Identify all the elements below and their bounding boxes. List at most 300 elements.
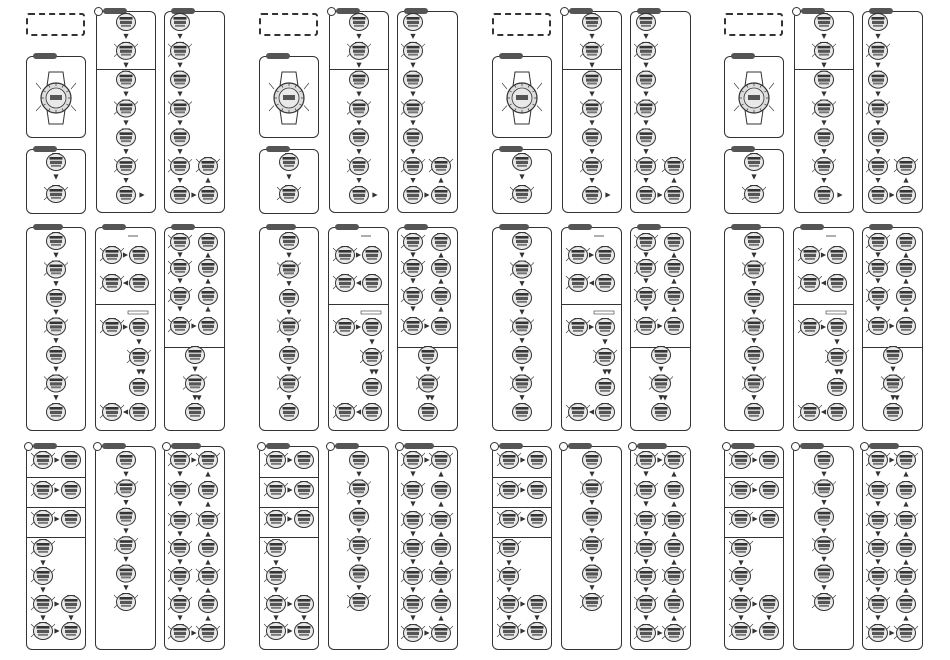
watch-screen-icon [729,596,753,613]
arrow-down-icon [40,560,45,565]
watch-screen-icon [634,318,658,335]
watch-screen-icon [199,187,218,204]
arrow-down-icon [589,557,594,562]
watch-screen-icon [742,186,766,203]
arrow-down-icon [286,310,291,315]
watch-screen-icon [100,275,124,292]
arrow-down-icon [643,149,648,154]
arrow-down-icon [53,281,58,286]
watch-screen-icon [130,275,149,292]
arrow-down-icon [177,501,182,506]
arrow-down-icon [875,559,880,564]
watch-screen-icon [583,508,602,525]
watch-screen-icon [130,319,149,336]
arrow-up-icon [903,559,908,564]
arrow-down-icon [589,149,594,154]
watch-screen-icon [363,247,382,264]
watch-screen-icon [634,234,658,251]
arrow-right-icon [191,192,196,197]
watch-screen-icon [897,596,916,613]
arrow-down-icon [875,178,880,183]
watch-screen-icon [583,565,602,582]
watch-screen-icon [665,482,684,499]
watch-screen-icon [295,452,314,469]
watch-screen-icon [419,404,438,421]
arrow-down-icon [506,615,511,620]
watch-screen-icon [432,260,451,277]
watch-screen-icon [897,260,916,277]
watch-screen-icon [634,452,658,469]
arrow-up-icon [671,587,676,592]
arrow-down-icon [643,278,648,283]
watch-screen-icon [662,512,686,529]
watch-screen-icon [277,375,301,392]
watch-screen-icon [760,596,779,613]
watch-screen-icon [729,568,753,585]
watch-screen-icon [528,511,547,528]
watch-screen-icon [186,347,205,364]
watch-screen-icon [897,540,916,557]
watch-screen-icon [513,154,532,171]
arrow-up-icon [205,306,210,311]
arrow-up-icon [671,531,676,536]
arrow-up-icon [438,177,443,182]
watch-screen-icon [634,260,658,277]
watch-screen-icon [634,625,658,642]
watch-screen-icon [815,565,834,582]
arrow-up-icon [205,559,210,564]
arrow-down-icon [410,178,415,183]
arrow-down-icon [410,531,415,536]
arrow-down-icon [53,253,58,258]
watch-screen-icon [350,565,369,582]
watch-screen-icon [798,247,822,264]
watch-screen-icon [333,247,357,264]
arrow-down-icon [123,178,128,183]
arrow-down-icon [589,528,594,533]
watch-screen-icon [196,512,220,529]
watch-screen-icon [510,261,534,278]
watch-screen-icon [171,187,190,204]
watch-screen-icon [401,625,425,642]
arrow-down-icon [410,252,415,257]
watch-screen-icon [114,42,138,59]
watch-screen-icon [866,158,890,175]
watch-screen-icon [869,14,888,31]
arrow-down-icon [519,310,524,315]
arrow-down-icon [643,91,648,96]
watch-screen-icon [665,540,684,557]
watch-screen-icon [884,347,903,364]
watch-screen-icon [31,623,55,640]
arrow-up-icon [438,531,443,536]
watch-screen-icon [894,568,918,585]
watch-screen-icon [347,480,371,497]
watch-screen-icon [47,404,66,421]
arrow-down-icon [519,338,524,343]
watch-screen-icon [168,234,192,251]
watch-screen-icon [429,625,453,642]
watch-screen-icon [580,537,604,554]
arrow-down-icon [273,615,278,620]
arrow-down-icon [177,120,182,125]
arrow-up-icon [205,278,210,283]
watch-screen-icon [729,452,753,469]
arrow-down-icon [177,34,182,39]
arrow-down-icon [123,585,128,590]
watch-screen-icon [513,404,532,421]
watch-screen-icon [44,261,68,278]
arrow-down-icon [286,174,291,179]
watch-screen-icon [277,261,301,278]
watch-screen-icon [745,347,764,364]
watch-screen-icon [280,290,299,307]
watch-screen-icon [869,71,888,88]
arrow-right-icon [520,601,525,606]
watch-screen-icon [637,129,656,146]
watch-screen-icon [866,568,890,585]
watch-screen-icon [634,568,658,585]
watch-screen-icon [583,187,602,204]
watch-screen-icon [897,234,916,251]
arrow-down-icon [738,560,743,565]
watch-screen-icon [894,625,918,642]
arrow-right-icon [54,628,59,633]
watch-screen-icon [580,594,604,611]
arrow-down-icon [40,615,45,620]
watch-screen-icon [363,319,382,336]
arrow-down-icon [875,587,880,592]
watch-screen-icon [114,537,138,554]
watch-screen-icon [866,452,890,469]
watch-screen-icon [183,375,207,392]
arrow-down-icon [875,278,880,283]
arrow-down-icon [766,615,771,620]
watch-screen-icon [866,540,890,557]
watch-screen-icon [363,379,382,396]
watch-screen-icon [894,158,918,175]
arrow-down-icon [356,120,361,125]
arrow-up-icon [438,559,443,564]
watch-screen-icon [350,508,369,525]
arrow-down-icon [356,63,361,68]
watch-screen-icon [566,275,590,292]
arrow-right-icon [424,323,429,328]
arrow-up-icon [671,177,676,182]
arrow-down-icon [643,501,648,506]
arrow-down-icon [177,91,182,96]
arrow-left-icon [821,280,826,285]
arrow-left-icon [589,409,594,414]
watch-screen-icon [634,596,658,613]
watch-screen-icon [44,318,68,335]
watch-screen-icon [350,14,369,31]
button-bar-icon [361,311,381,314]
arrow-down-icon [425,367,430,372]
watch-screen-icon [497,511,521,528]
watch-screen-icon [497,596,521,613]
watch-screen-icon [760,511,779,528]
arrow-right-icon [356,252,361,257]
watch-screen-icon [566,247,590,264]
watch-screen-icon [513,290,532,307]
watch-screen-icon [729,623,753,640]
watch-screen-icon [264,482,288,499]
arrow-up-icon [903,615,908,620]
watch-screen-icon [429,158,453,175]
watch-screen-icon [596,404,615,421]
arrow-right-icon [54,516,59,521]
watch-screen-icon [363,404,382,421]
watch-screen-icon [894,452,918,469]
watch-screen-icon [497,452,521,469]
arrow-down-icon [821,528,826,533]
arrow-down-icon [356,34,361,39]
arrow-right-icon [589,324,594,329]
watch-screen-icon [815,14,834,31]
watch-screen-icon [350,129,369,146]
watch-screen-icon [665,187,684,204]
watch-screen-icon [401,260,425,277]
watch-screen-icon [117,508,136,525]
arrow-up-icon [903,278,908,283]
arrow-right-icon [54,601,59,606]
arrow-down-icon [821,585,826,590]
arrow-right-icon [589,252,594,257]
watch-screen-icon [199,540,218,557]
watch-screen-icon [31,511,55,528]
watch-screen-icon [866,100,890,117]
arrow-down-icon [356,91,361,96]
watch-screen-icon [401,482,425,499]
arrow-right-icon [54,457,59,462]
arrow-down-icon [123,557,128,562]
arrow-right-icon [424,630,429,635]
watch-screen-icon [637,187,656,204]
arrow-down-icon [410,278,415,283]
watch-face-icon [502,72,542,124]
arrow-down-icon [136,339,141,344]
watch-screen-icon [62,482,81,499]
arrow-right-icon [520,457,525,462]
arrow-right-icon [123,324,128,329]
arrow-up-icon [671,471,676,476]
arrow-left-icon [356,409,361,414]
watch-screen-icon [404,129,423,146]
watch-screen-icon [729,540,753,557]
arrow-up-icon [671,306,676,311]
watch-screen-icon [199,482,218,499]
watch-screen-icon [662,625,686,642]
arrow-down-icon [875,34,880,39]
watch-screen-icon [742,375,766,392]
watch-screen-icon [130,247,149,264]
watch-screen-icon [828,247,847,264]
watch-screen-icon [44,375,68,392]
arrow-down-icon [53,338,58,343]
watch-screen-icon [510,186,534,203]
watch-screen-icon [47,233,66,250]
watch-screen-icon [401,540,425,557]
arrow-down-icon [643,587,648,592]
watch-screen-icon [171,71,190,88]
watch-screen-icon [347,594,371,611]
arrow-down-icon [53,367,58,372]
watch-screen-icon [31,568,55,585]
arrow-up-icon [438,252,443,257]
watch-screen-icon [497,623,521,640]
arrow-right-icon [657,457,662,462]
arrow-right-icon [287,487,292,492]
arrow-right-icon [372,192,377,197]
arrow-down-icon [273,587,278,592]
watch-face-icon [36,72,76,124]
arrow-down-icon [286,281,291,286]
arrow-down-icon [875,120,880,125]
watch-screen-icon [812,537,836,554]
watch-screen-icon [47,290,66,307]
arrow-down-icon [356,472,361,477]
watch-screen-icon [114,594,138,611]
watch-screen-icon [429,512,453,529]
watch-screen-icon [31,452,55,469]
watch-screen-icon [432,482,451,499]
watch-screen-icon [168,260,192,277]
watch-screen-icon [897,288,916,305]
arrow-down-icon [410,34,415,39]
watch-screen-icon [634,288,658,305]
watch-screen-icon [897,187,916,204]
watch-screen-icon [127,349,151,366]
arrow-up-icon [205,501,210,506]
watch-screen-icon [432,187,451,204]
arrow-down-icon [410,615,415,620]
arrow-down-icon [751,281,756,286]
arrow-down-icon [429,395,434,400]
watch-screen-icon [596,379,615,396]
arrow-up-icon [671,559,676,564]
watch-screen-icon [280,233,299,250]
watch-screen-icon [513,347,532,364]
arrow-down-icon [192,367,197,372]
arrow-down-icon [589,91,594,96]
arrow-down-icon [838,369,843,374]
watch-screen-icon [815,129,834,146]
watch-screen-icon [665,234,684,251]
watch-screen-icon [596,247,615,264]
watch-screen-icon [31,482,55,499]
watch-screen-icon [828,379,847,396]
watch-screen-icon [199,596,218,613]
watch-screen-icon [333,319,357,336]
watch-screen-icon [583,14,602,31]
arrow-right-icon [889,192,894,197]
arrow-down-icon [589,585,594,590]
watch-screen-icon [360,349,384,366]
arrow-down-icon [519,174,524,179]
watch-screen-icon [580,158,604,175]
arrow-down-icon [356,528,361,533]
watch-screen-icon [429,452,453,469]
arrow-down-icon [875,471,880,476]
watch-screen-icon [828,319,847,336]
arrow-up-icon [903,587,908,592]
arrow-right-icon [123,252,128,257]
watch-screen-icon [812,594,836,611]
arrow-down-icon [738,615,743,620]
arrow-down-icon [821,91,826,96]
arrow-down-icon [196,395,201,400]
arrow-down-icon [821,63,826,68]
watch-screen-icon [130,404,149,421]
watch-screen-icon [634,42,658,59]
watch-screen-icon [798,404,822,421]
watch-screen-icon [347,537,371,554]
watch-screen-icon [168,596,192,613]
arrow-down-icon [875,531,880,536]
watch-screen-icon [168,540,192,557]
button-bar-icon [594,311,614,314]
arrow-down-icon [53,174,58,179]
arrow-right-icon [821,252,826,257]
watch-screen-icon [583,129,602,146]
arrow-down-icon [519,253,524,258]
watch-screen-icon [497,482,521,499]
watch-screen-icon [815,71,834,88]
arrow-up-icon [205,177,210,182]
arrow-down-icon [356,557,361,562]
arrow-down-icon [286,395,291,400]
watch-screen-icon [199,260,218,277]
watch-screen-icon [44,186,68,203]
arrow-up-icon [903,177,908,182]
arrow-down-icon [821,34,826,39]
watch-screen-icon [828,404,847,421]
watch-screen-icon [295,482,314,499]
arrow-up-icon [903,531,908,536]
arrow-down-icon [286,338,291,343]
watch-screen-icon [401,100,425,117]
arrow-right-icon [889,457,894,462]
watch-screen-icon [295,623,314,640]
watch-screen-icon [884,404,903,421]
watch-screen-icon [168,42,192,59]
watch-screen-icon [662,568,686,585]
watch-screen-icon [199,318,218,335]
arrow-down-icon [875,306,880,311]
watch-screen-icon [117,71,136,88]
arrow-down-icon [140,369,145,374]
arrow-left-icon [123,409,128,414]
watch-screen-icon [665,260,684,277]
watch-screen-icon [401,288,425,305]
watch-screen-icon [812,42,836,59]
arrow-down-icon [875,615,880,620]
watch-screen-icon [62,511,81,528]
arrow-down-icon [519,395,524,400]
arrow-up-icon [205,587,210,592]
watch-screen-icon [350,187,369,204]
watch-screen-icon [580,480,604,497]
arrow-down-icon [123,34,128,39]
arrow-down-icon [177,63,182,68]
arrow-up-icon [205,471,210,476]
watch-screen-icon [866,625,890,642]
arrow-right-icon [657,630,662,635]
watch-screen-icon [401,42,425,59]
watch-screen-icon [350,71,369,88]
watch-screen-icon [168,318,192,335]
